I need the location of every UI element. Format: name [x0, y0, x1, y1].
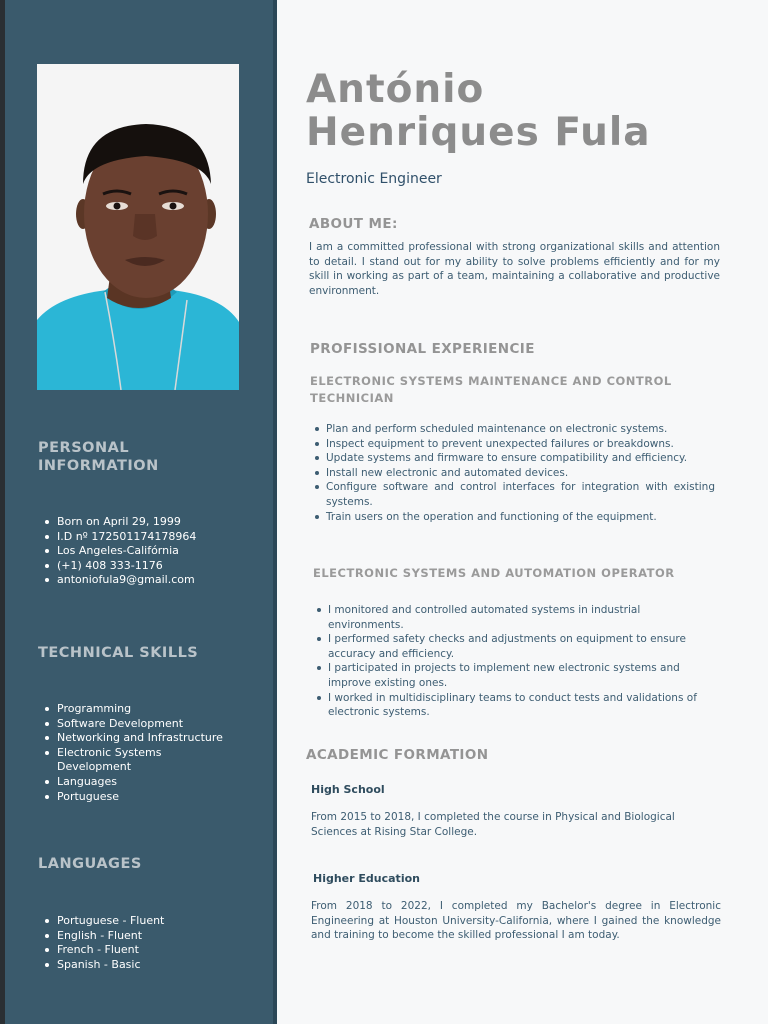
duty-item: I participated in projects to implement new electronic systems and improve existing ones. [328, 661, 718, 690]
heading-line: INFORMATION [38, 458, 159, 474]
education-title-1: High School [311, 783, 385, 796]
candidate-name [306, 68, 651, 154]
technical-skills-heading: TECHNICAL SKILLS [38, 645, 199, 661]
personal-information-heading [38, 439, 159, 475]
language-item: Portuguese - Fluent [57, 914, 247, 929]
duty-item: Plan and perform scheduled maintenance on electronic systems. [326, 422, 715, 437]
skill-item: Programming [57, 702, 242, 717]
job-title-1: ELECTRONIC SYSTEMS MAINTENANCE AND CONTROL TECHNICIAN [310, 374, 672, 405]
birth-date: Born on April 29, 1999 [57, 515, 247, 530]
phone-number: (+1) 408 333-1176 [57, 559, 247, 574]
languages-heading: LANGUAGES [38, 856, 142, 872]
language-item: Spanish - Basic [57, 958, 247, 973]
academic-heading: ACADEMIC FORMATION [306, 747, 489, 763]
duty-item: I monitored and controlled automated systems in industrial environments. [328, 603, 718, 632]
education-title-2: Higher Education [313, 872, 420, 885]
skill-item: Portuguese [57, 790, 242, 805]
personal-info-list [57, 515, 247, 588]
sidebar-divider [273, 0, 277, 1024]
education-text-2: From 2018 to 2022, I completed my Bachelor's degree in Electronic Engineering at Houston University-California, where I gained the knowledge and training to become the skilled professional I am today. [311, 900, 721, 941]
education-text-1: From 2015 to 2018, I completed the course in Physical and Biological Sciences at Rising Star College. [311, 811, 675, 838]
language-item: French - Fluent [57, 943, 247, 958]
name-line: Henriques Fula [306, 110, 651, 155]
duty-item: Install new electronic and automated devices. [326, 466, 715, 481]
duty-item: Train users on the operation and functioning of the equipment. [326, 510, 715, 525]
skills-list [57, 702, 242, 804]
duty-item: Update systems and firmware to ensure compatibility and efficiency. [326, 451, 715, 466]
duty-item: I worked in multidisciplinary teams to conduct tests and validations of electronic systems. [328, 691, 718, 720]
duty-item: Inspect equipment to prevent unexpected failures or breakdowns. [326, 437, 715, 452]
about-heading: ABOUT ME: [309, 216, 398, 232]
job-title-2: ELECTRONIC SYSTEMS AND AUTOMATION OPERATOR [313, 566, 675, 580]
duty-item: I performed safety checks and adjustments on equipment to ensure accuracy and efficiency. [328, 632, 718, 661]
profile-photo [37, 64, 239, 390]
skill-item: Software Development [57, 717, 242, 732]
skill-item: Electronic Systems Development [57, 746, 185, 775]
email-address: antoniofula9@gmail.com [57, 573, 247, 588]
job-2-duties [328, 603, 718, 720]
languages-list [57, 914, 247, 972]
sidebar-edge [0, 0, 5, 1024]
about-text: I am a committed professional with strong organizational skills and attention to detail. I stand out for my ability to solve problems efficiently and for my skill in working as part of a team, maintaining a collaborative and productive environment. [309, 241, 720, 297]
duty-item: Configure software and control interfaces for integration with existing systems. [326, 481, 715, 508]
skill-item: Languages [57, 775, 242, 790]
id-number: I.D nº 172501174178964 [57, 530, 247, 545]
location: Los Angeles-Califórnia [57, 544, 247, 559]
experience-heading: PROFISSIONAL EXPERIENCIE [310, 341, 535, 357]
job-title: Electronic Engineer [306, 171, 442, 187]
job-1-duties [326, 422, 715, 524]
language-item: English - Fluent [57, 929, 247, 944]
name-line: António [306, 67, 485, 112]
heading-line: PERSONAL [38, 440, 130, 456]
skill-item: Networking and Infrastructure [57, 731, 242, 746]
